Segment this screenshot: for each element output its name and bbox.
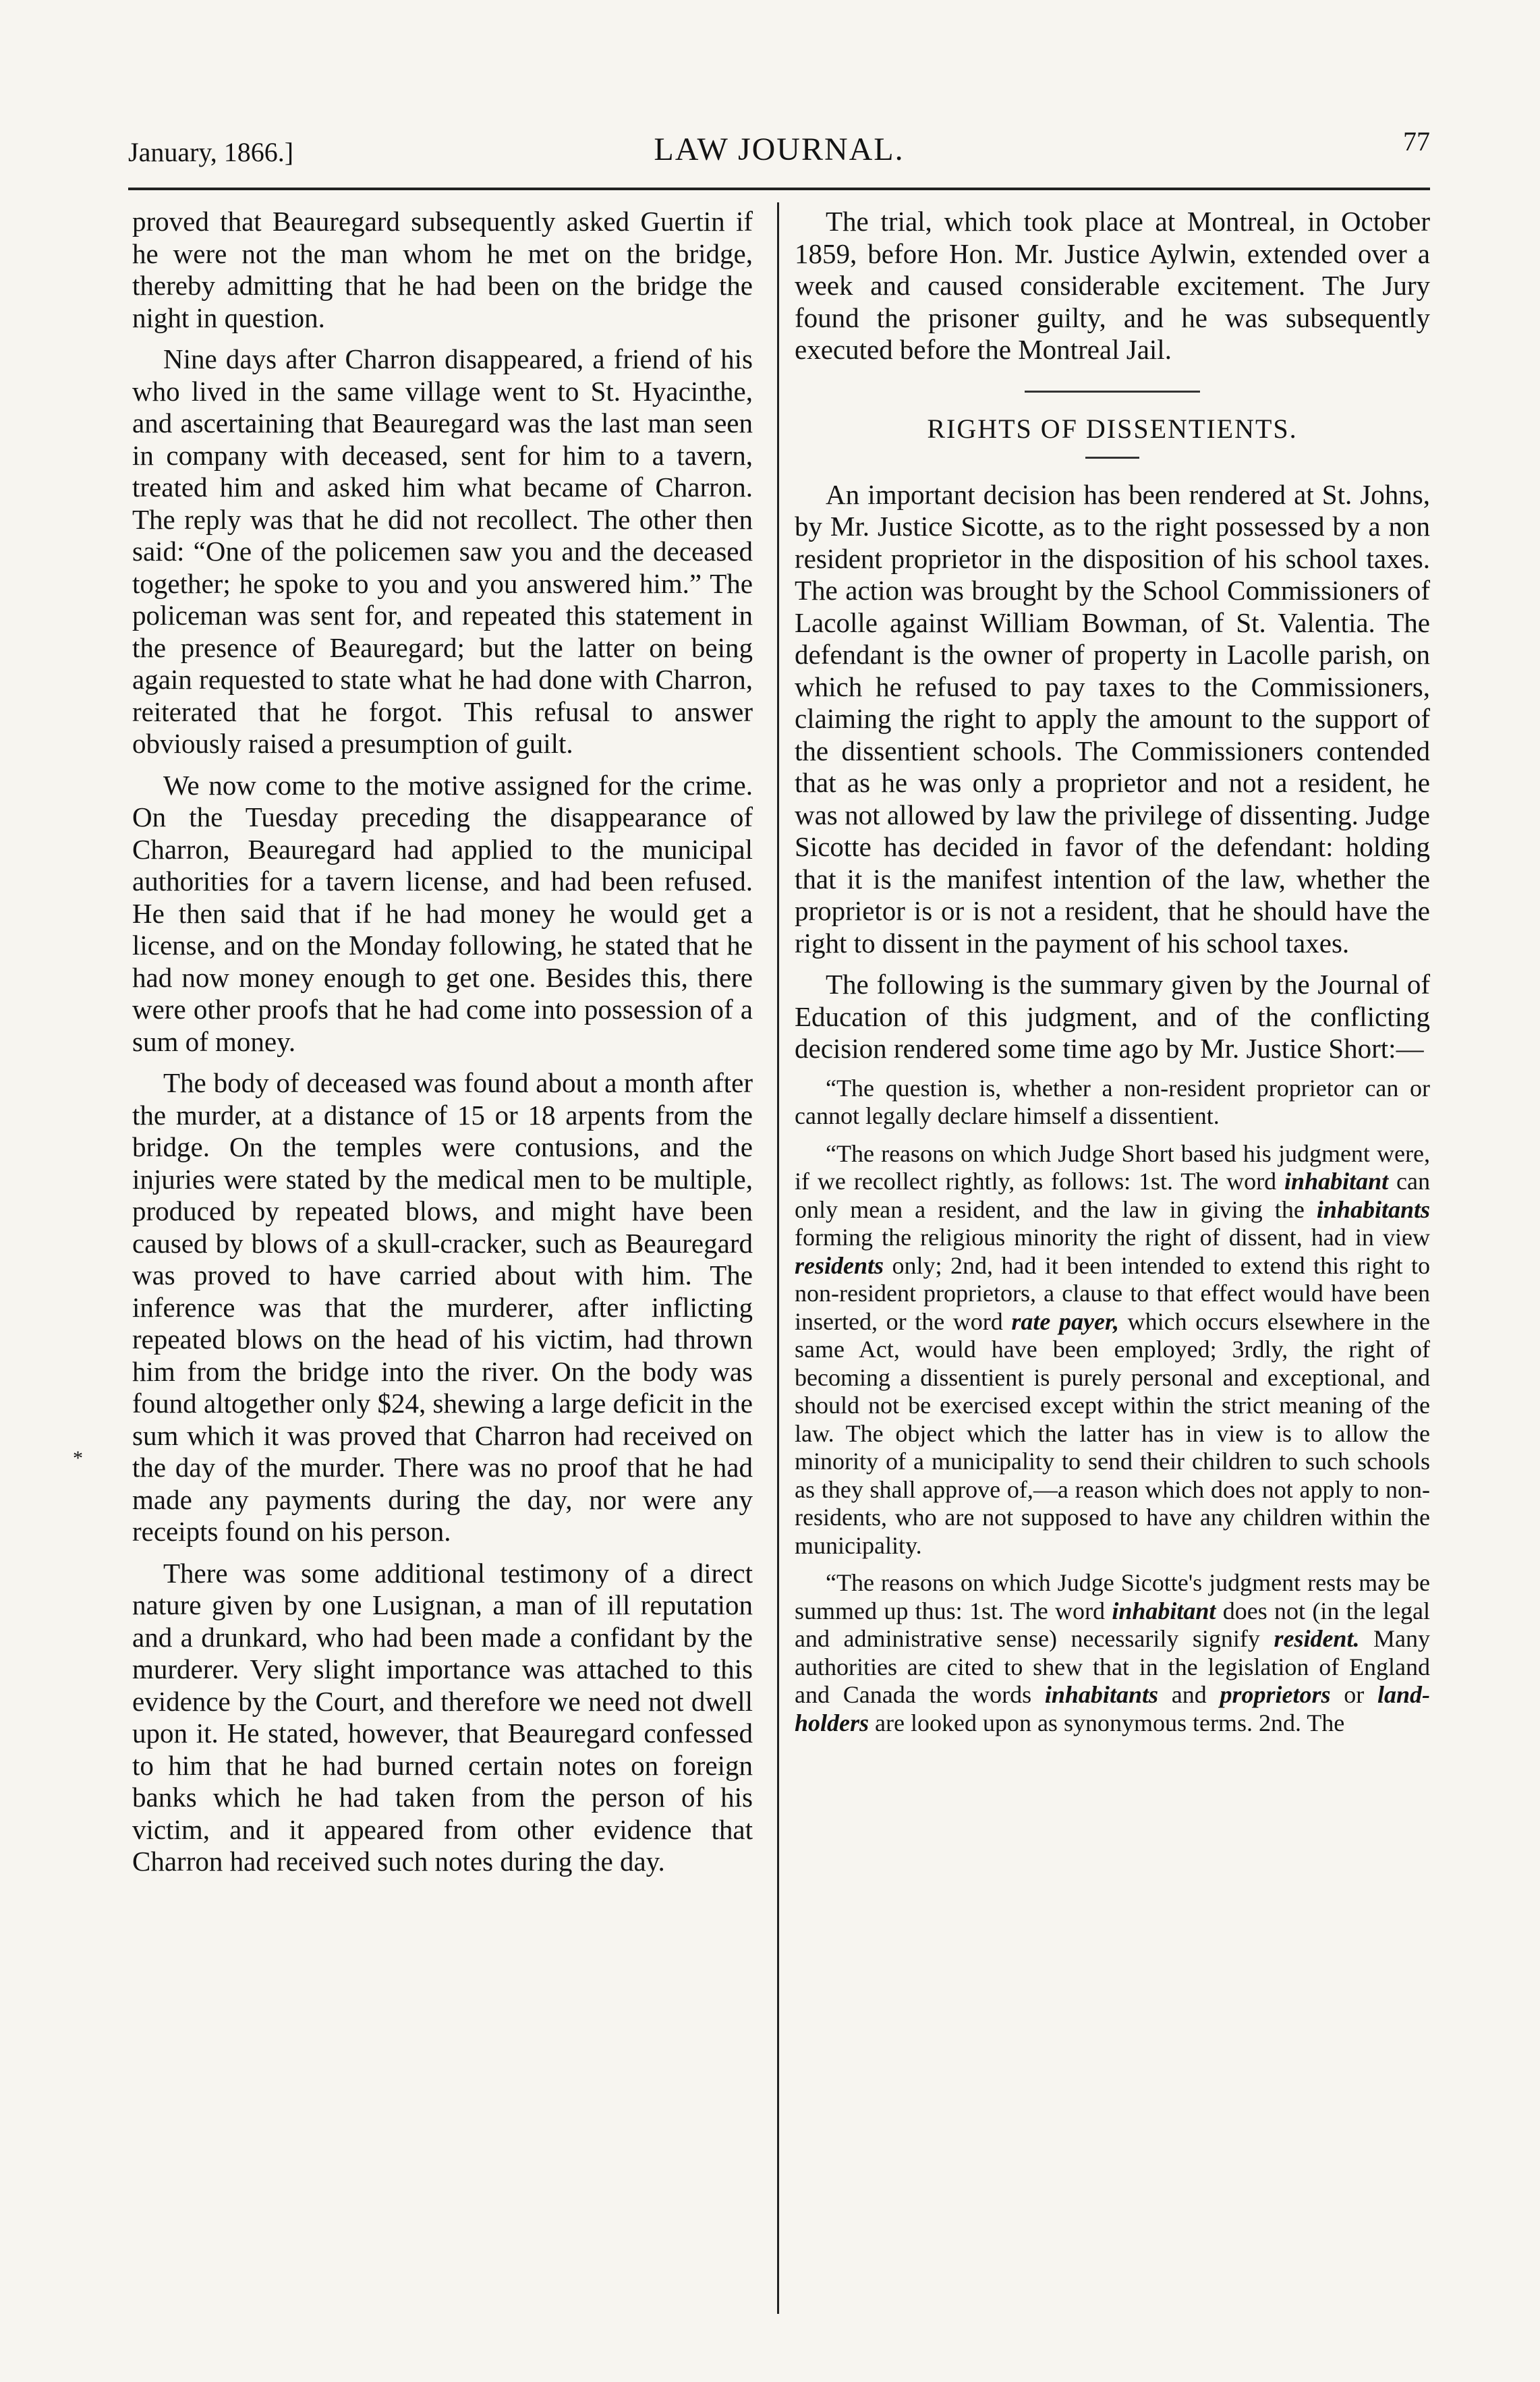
paragraph: Nine days after Charron disappeared, a friend of his who lived in the same village went to St. Hyacinthe, and ascertaining that Beauregard was the last man seen in company with deceased, sent for him to a tavern, treated him and asked him what became of Charron. The reply was that he did not recollect. The other then said: “One of the policemen saw you and the deceased together; he spoke to you and you answered him.” The policeman was sent for, and repeated this statement in the presence of Beauregard; but the latter on being again requested to state what he had done with Charron, reiterated that he forgot. This refusal to answer obviously raised a presumption of guilt. [132, 343, 753, 759]
heading-rule [1085, 457, 1139, 459]
journal-title: LAW JOURNAL. [654, 132, 905, 167]
paragraph: An important decision has been rendered at St. Johns, by Mr. Justice Sicotte, as to the right possessed by a non resident proprietor in the disposition of his school taxes. The action was brought by the School Commissioners of Lacolle against William Bowman, of St. Valentia. The defendant is the owner of property in Lacolle parish, on which he refused to pay taxes to the Commissioners, claiming the right to apply the amount to the support of the dissentient schools. The Commissioners contended that as he was only a proprietor and not a resident, he was not allowed by law the privilege of dissenting. Judge Sicotte has decided in favor of the defendant: holding that it is the manifest intention of the law, whether the proprietor is or is not a resident, that he should have the right to dissent in the payment of his school taxes. [795, 478, 1430, 959]
quote-paragraph: “The reasons on which Judge Short based his judgment were, if we recollect rightly, as follows: 1st. The word inhabitant can only mean a resident, and the law in giving the inhabitants forming the religious minority the right of dissent, had in view residents only; 2nd, had it been intended to extend this right to non-resident proprietors, a clause to that effect would have been inserted, or the word rate payer, which occurs elsewhere in the same Act, would have been employed; 3rdly, the right of becoming a dissentient is purely personal and exceptional, and should not be exercised except within the strict meaning of the law. The object which the latter has in view is to allow the minority of a municipality to send their children to such schools as they shall approve of,—a reason which does not apply to non-residents, who are not supposed to have any children within the municipality. [795, 1139, 1430, 1559]
section-heading: RIGHTS OF DISSENTIENTS. [927, 413, 1298, 444]
header-date: January, 1866.] [128, 137, 294, 167]
page-number: 77 [1403, 126, 1430, 157]
column-divider [777, 202, 779, 2314]
header-rule [128, 188, 1430, 190]
quote-paragraph: “The question is, whether a non-resident proprietor can or cannot legally declare himself a dissentient. [795, 1074, 1430, 1129]
paragraph: proved that Beauregard subsequently asked Guertin if he were not the man whom he met on the bridge, thereby admitting that he had been on the bridge the night in question. [132, 206, 753, 333]
right-column [795, 206, 1430, 1747]
running-header [128, 121, 1430, 182]
paragraph: We now come to the motive assigned for the crime. On the Tuesday preceding the disappearance of Charron, Beauregard had applied to the municipal authorities for a tavern license, and had been refused. He then said that if he had money he would get a license, and on the Monday following, he stated that he had now money enough to get one. Besides this, there were other proofs that he had come into possession of a sum of money. [132, 769, 753, 1057]
left-column [132, 206, 753, 1888]
section-rule [1025, 391, 1200, 393]
paragraph: The following is the summary given by the Journal of Education of this judgment, and of the conflicting decision rendered some time ago by Mr. Justice Short:— [795, 969, 1430, 1064]
paragraph: The trial, which took place at Montreal, in October 1859, before Hon. Mr. Justice Aylwin, extended over a week and caused considerable excitement. The Jury found the prisoner guilty, and he was subsequently executed before the Montreal Jail. [795, 206, 1430, 365]
paragraph: There was some additional testimony of a direct nature given by one Lusignan, a man of ill reputation and a drunkard, who had been made a confidant by the murderer. Very slight importance was attached to this evidence by the Court, and therefore we need not dwell upon it. He stated, however, that Beauregard confessed to him that he had burned certain notes on foreign banks which he had taken from the person of his victim, and it appeared from other evidence that Charron had received such notes during the day. [132, 1557, 753, 1877]
margin-mark: * [73, 1447, 83, 1469]
paragraph: The body of deceased was found about a month after the murder, at a distance of 15 or 18 arpents from the bridge. On the temples were contusions, and the injuries were stated by the medical men to be multiple, produced by repeated blows, and might have been caused by blows of a skull-cracker, such as Beauregard was proved to have carried about with him. The inference was that the murderer, after inflicting repeated blows on the head of his victim, had thrown him from the bridge into the river. On the body was found altogether only $24, shewing a large deficit in the sum which it was proved that Charron had received on the day of the murder. There was no proof that he had made any payments during the day, nor were any receipts found on his person. [132, 1067, 753, 1547]
quote-paragraph: “The reasons on which Judge Sicotte's judgment rests may be summed up thus: 1st. The word inhabitant does not (in the legal and administrative sense) necessarily signify resident. Many authorities are cited to shew that in the legislation of England and Canada the words inhabitants and proprietors or land-holders are looked upon as synonymous terms. 2nd. The [795, 1569, 1430, 1736]
